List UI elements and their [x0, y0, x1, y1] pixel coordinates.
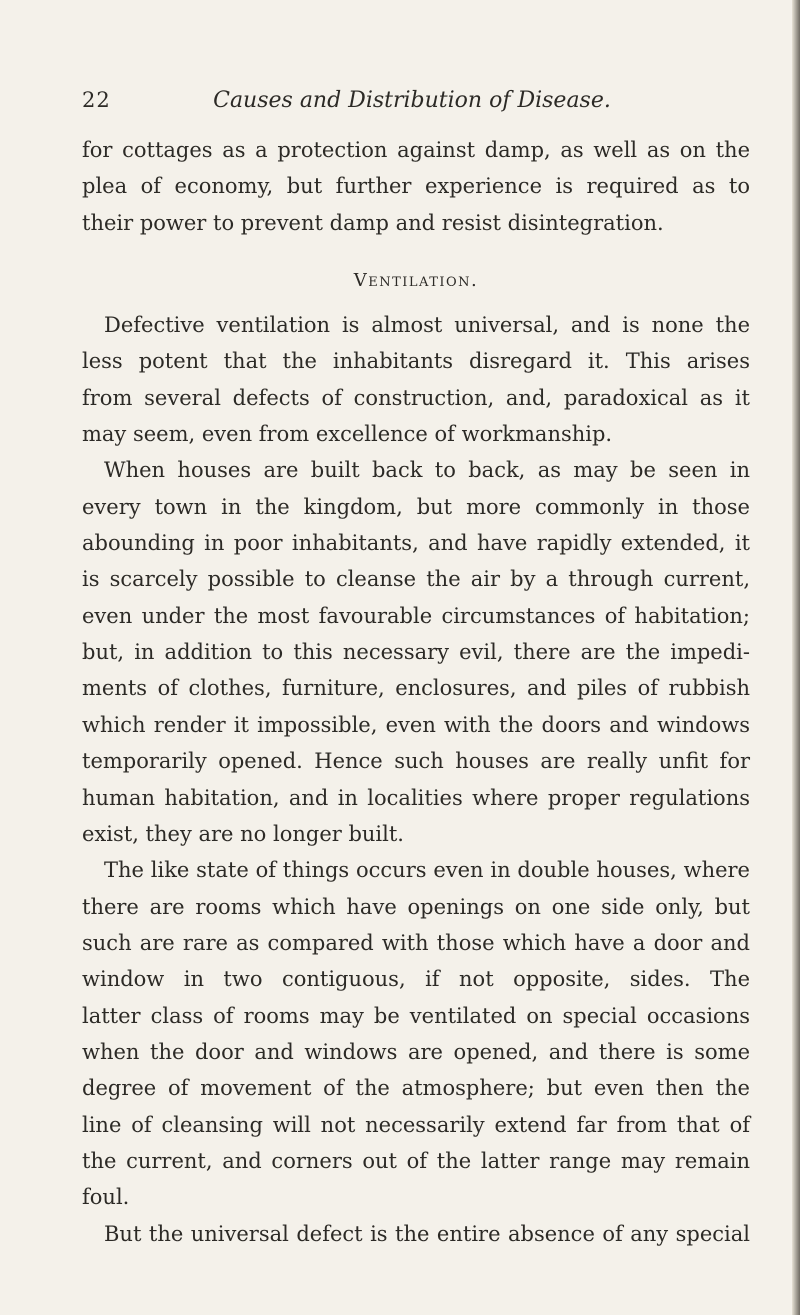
text-line: When houses are built back to back, as may be seen in: [104, 458, 750, 483]
text-line: the current, and corners out of the latter range may remain: [82, 1148, 750, 1173]
text-line: but, in addition to this necessary evil, there are the impedi-: [82, 640, 750, 665]
text-line: there are rooms which have openings on one side only, but: [82, 894, 750, 919]
page-number: 22: [82, 88, 111, 112]
text-line: abounding in poor inhabitants, and have rapidly extended, it: [82, 531, 750, 556]
intro-paragraph: [82, 132, 750, 241]
text-line: Defective ventilation is almost universal, and is none the: [104, 313, 750, 338]
paragraph-1: [82, 307, 750, 452]
text-line: The like state of things occurs even in double houses, where: [104, 858, 750, 883]
text-line: plea of economy, but further experience is required as to: [82, 174, 750, 199]
text-line: even under the most favourable circumstances of habitation;: [82, 603, 750, 628]
text-line: may seem, even from excellence of workmanship.: [82, 422, 613, 447]
text-line: when the door and windows are opened, and there is some: [82, 1039, 750, 1064]
page-edge-shadow: [792, 0, 800, 1315]
page-header: [82, 88, 742, 128]
paragraph-2: [82, 452, 750, 852]
text-line: line of cleansing will not necessarily extend far from that of: [82, 1112, 750, 1137]
text-line: degree of movement of the atmosphere; but even then the: [82, 1076, 750, 1101]
text-line: less potent that the inhabitants disregard it. This arises: [82, 349, 750, 374]
text-line: such are rare as compared with those which have a door and: [82, 930, 750, 955]
text-line: human habitation, and in localities where proper regulations: [82, 785, 750, 810]
text-line: But the universal defect is the entire absence of any special: [104, 1221, 750, 1246]
running-title: Causes and Distribution of Disease.: [213, 88, 611, 113]
text-line: foul.: [82, 1185, 130, 1210]
page-body: [82, 132, 750, 1252]
section-heading: Ventilation.: [353, 270, 479, 292]
text-line: every town in the kingdom, but more commonly in those: [82, 494, 750, 519]
text-line: for cottages as a protection against damp, as well as on the: [82, 138, 750, 162]
text-line: latter class of rooms may be ventilated on special occasions: [82, 1003, 750, 1028]
paragraph-3: [82, 852, 750, 1215]
text-line: is scarcely possible to cleanse the air by a through current,: [82, 567, 750, 592]
text-line: which render it impossible, even with the doors and windows: [82, 712, 750, 737]
text-line: their power to prevent damp and resist disintegration.: [82, 210, 664, 235]
text-line: window in two contiguous, if not opposite, sides. The: [82, 967, 750, 992]
text-line: from several defects of construction, and, paradoxical as it: [82, 385, 750, 410]
text-line: exist, they are no longer built.: [82, 821, 404, 846]
text-line: temporarily opened. Hence such houses are really unfit for: [82, 749, 750, 774]
text-line: ments of clothes, furniture, enclosures, and piles of rubbish: [82, 676, 750, 701]
paragraph-4: [82, 1216, 750, 1252]
